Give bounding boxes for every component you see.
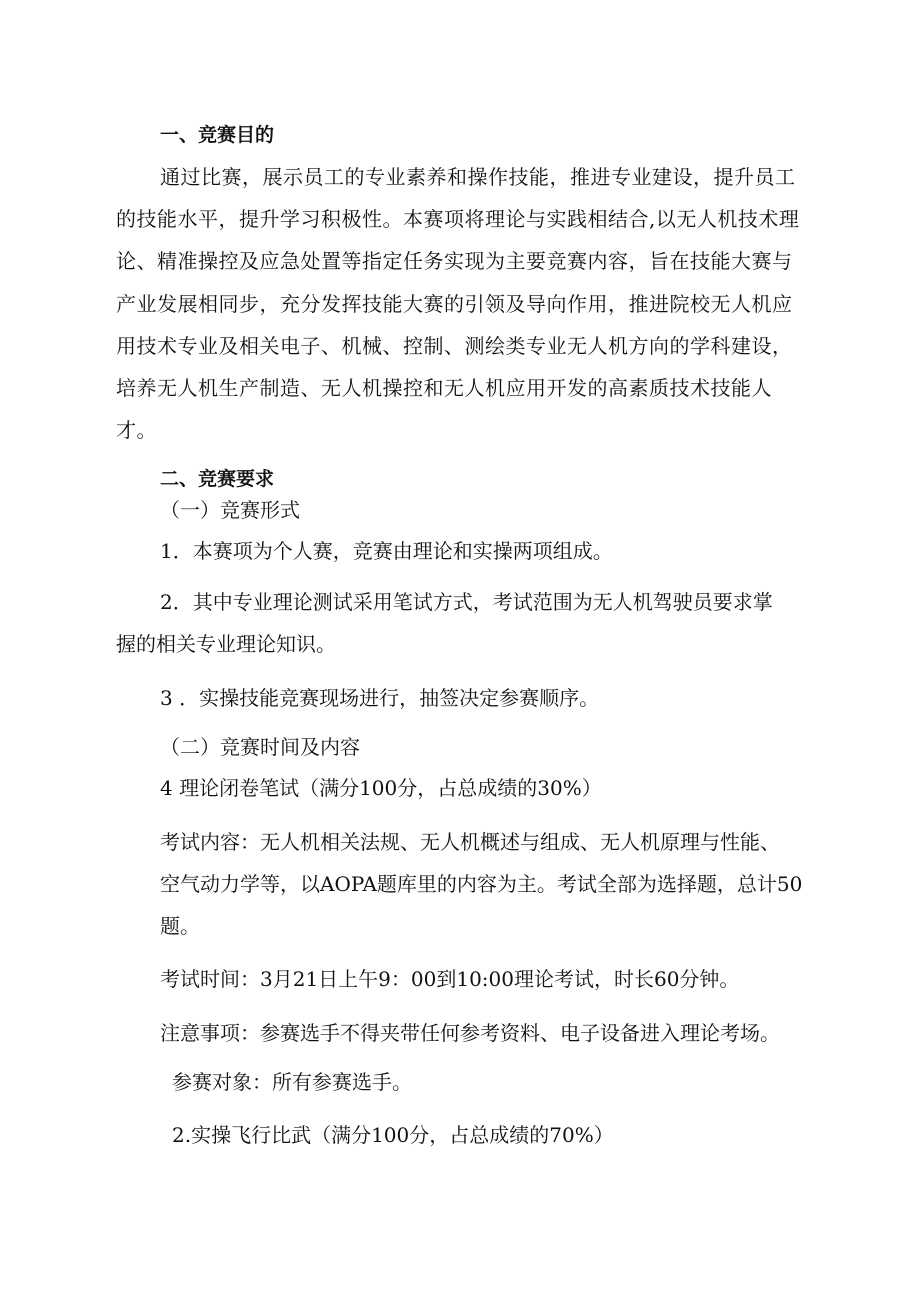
- section-heading-purpose: 一、竞赛目的: [160, 124, 275, 146]
- theory-exam-title: 4 理论闭卷笔试（满分100分，占总成绩的30%）: [160, 776, 602, 800]
- paragraph-line: 用技术专业及相关电子、机械、控制、测绘类专业无人机方向的学科建设，: [116, 334, 793, 358]
- paragraph-line: 通过比赛，展示员工的专业素养和操作技能，推进专业建设，提升员工: [160, 165, 796, 189]
- section-heading-requirements: 二、竞赛要求: [160, 468, 275, 490]
- subsection-title-format: （一）竞赛形式: [160, 498, 300, 522]
- exam-notice: 注意事项：参赛选手不得夹带任何参考资料、电子设备进入理论考场。: [160, 1021, 780, 1045]
- exam-time: 考试时间：3月21日上午9：00到10:00理论考试，时长60分钟。: [160, 967, 740, 991]
- exam-content-line: 空气动力学等，以AOPA题库里的内容为主。考试全部为选择题，总计50: [160, 872, 803, 896]
- exam-content-line: 考试内容：无人机相关法规、无人机概述与组成、无人机原理与性能、: [160, 830, 780, 854]
- paragraph-line: 培养无人机生产制造、无人机操控和无人机应用开发的高素质技术技能人: [116, 376, 772, 400]
- paragraph-line: 才。: [116, 418, 157, 442]
- paragraph-line: 论、精准操控及应急处置等指定任务实现为主要竞赛内容，旨在技能大赛与: [116, 249, 793, 273]
- paragraph-line: 产业发展相同步，充分发挥技能大赛的引领及导向作用，推进院校无人机应: [116, 292, 793, 316]
- paragraph-line: 的技能水平，提升学习积极性。本赛项将理论与实践相结合,以无人机技术理: [116, 207, 800, 231]
- list-item: 2．其中专业理论测试采用笔试方式，考试范围为无人机驾驶员要求掌: [160, 590, 773, 614]
- exam-participants: 参赛对象：所有参赛选手。: [172, 1070, 412, 1094]
- list-item: 3 ．实操技能竞赛现场进行，抽签决定参赛顺序。: [160, 686, 600, 710]
- practice-exam-title: 2.实操飞行比武（满分100分，占总成绩的70%）: [172, 1123, 614, 1147]
- subsection-title-schedule: （二）竞赛时间及内容: [160, 735, 360, 759]
- exam-content-line: 题。: [160, 914, 200, 938]
- list-item-continuation: 握的相关专业理论知识。: [116, 632, 336, 656]
- list-item: 1．本赛项为个人赛，竞赛由理论和实操两项组成。: [160, 539, 613, 563]
